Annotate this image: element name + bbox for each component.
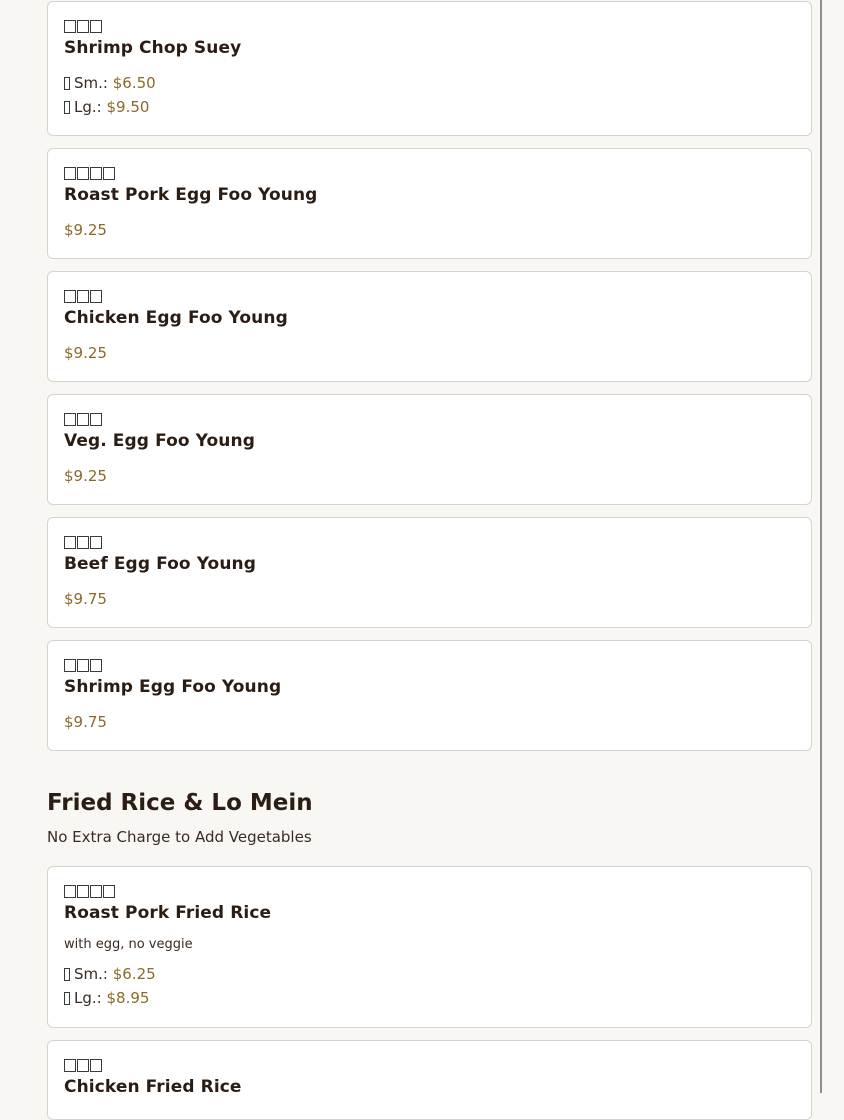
item-price: $9.25: [64, 221, 107, 239]
item-price: $8.95: [106, 989, 150, 1007]
item-price: $6.25: [112, 965, 156, 983]
menu-item-card[interactable]: [47, 866, 812, 1028]
price-line: [64, 344, 107, 362]
menu-item-card[interactable]: [47, 394, 812, 505]
item-name: Shrimp Egg Foo Young: [64, 677, 282, 697]
size-icon: [64, 968, 70, 981]
section-title: Fried Rice & Lo Mein: [47, 790, 313, 816]
size-price-small: [64, 74, 156, 92]
item-description: with egg, no veggie: [64, 937, 193, 952]
item-name: Chicken Fried Rice: [64, 1077, 242, 1097]
chinese-name: [64, 18, 102, 36]
item-name: Chicken Egg Foo Young: [64, 308, 288, 328]
size-icon: [64, 101, 70, 114]
chinese-name: [64, 534, 102, 552]
price-line: [64, 590, 107, 608]
chinese-name: [64, 1057, 102, 1075]
menu-item-card[interactable]: [47, 271, 812, 382]
chinese-name: [64, 657, 102, 675]
item-name: Roast Pork Egg Foo Young: [64, 185, 318, 205]
menu-item-card[interactable]: [47, 1040, 812, 1120]
chinese-name: [64, 411, 102, 429]
chinese-name: [64, 883, 115, 901]
size-price-small: [64, 965, 156, 983]
item-name: Veg. Egg Foo Young: [64, 431, 255, 451]
size-icon: [64, 77, 70, 90]
price-line: [64, 467, 107, 485]
size-label: Lg.:: [74, 98, 102, 116]
menu-item-card[interactable]: [47, 640, 812, 751]
menu-item-card[interactable]: [47, 517, 812, 628]
item-name: Roast Pork Fried Rice: [64, 903, 272, 923]
item-price: $6.50: [112, 74, 156, 92]
size-label: Sm.:: [74, 74, 108, 92]
item-price: $9.50: [106, 98, 150, 116]
price-line: [64, 713, 107, 731]
size-price-large: [64, 98, 149, 116]
section-subtitle: No Extra Charge to Add Vegetables: [47, 828, 312, 846]
chinese-name: [64, 288, 102, 306]
item-price: $9.25: [64, 344, 107, 362]
item-price: $9.25: [64, 467, 107, 485]
size-icon: [64, 992, 70, 1005]
item-price: $9.75: [64, 713, 107, 731]
size-label: Lg.:: [74, 989, 102, 1007]
size-price-large: [64, 989, 149, 1007]
price-line: [64, 221, 107, 239]
item-price: $9.75: [64, 590, 107, 608]
size-label: Sm.:: [74, 965, 108, 983]
menu-item-card[interactable]: [47, 1, 812, 136]
menu-item-card[interactable]: [47, 148, 812, 259]
item-name: Shrimp Chop Suey: [64, 38, 242, 58]
item-name: Beef Egg Foo Young: [64, 554, 257, 574]
chinese-name: [64, 165, 115, 183]
